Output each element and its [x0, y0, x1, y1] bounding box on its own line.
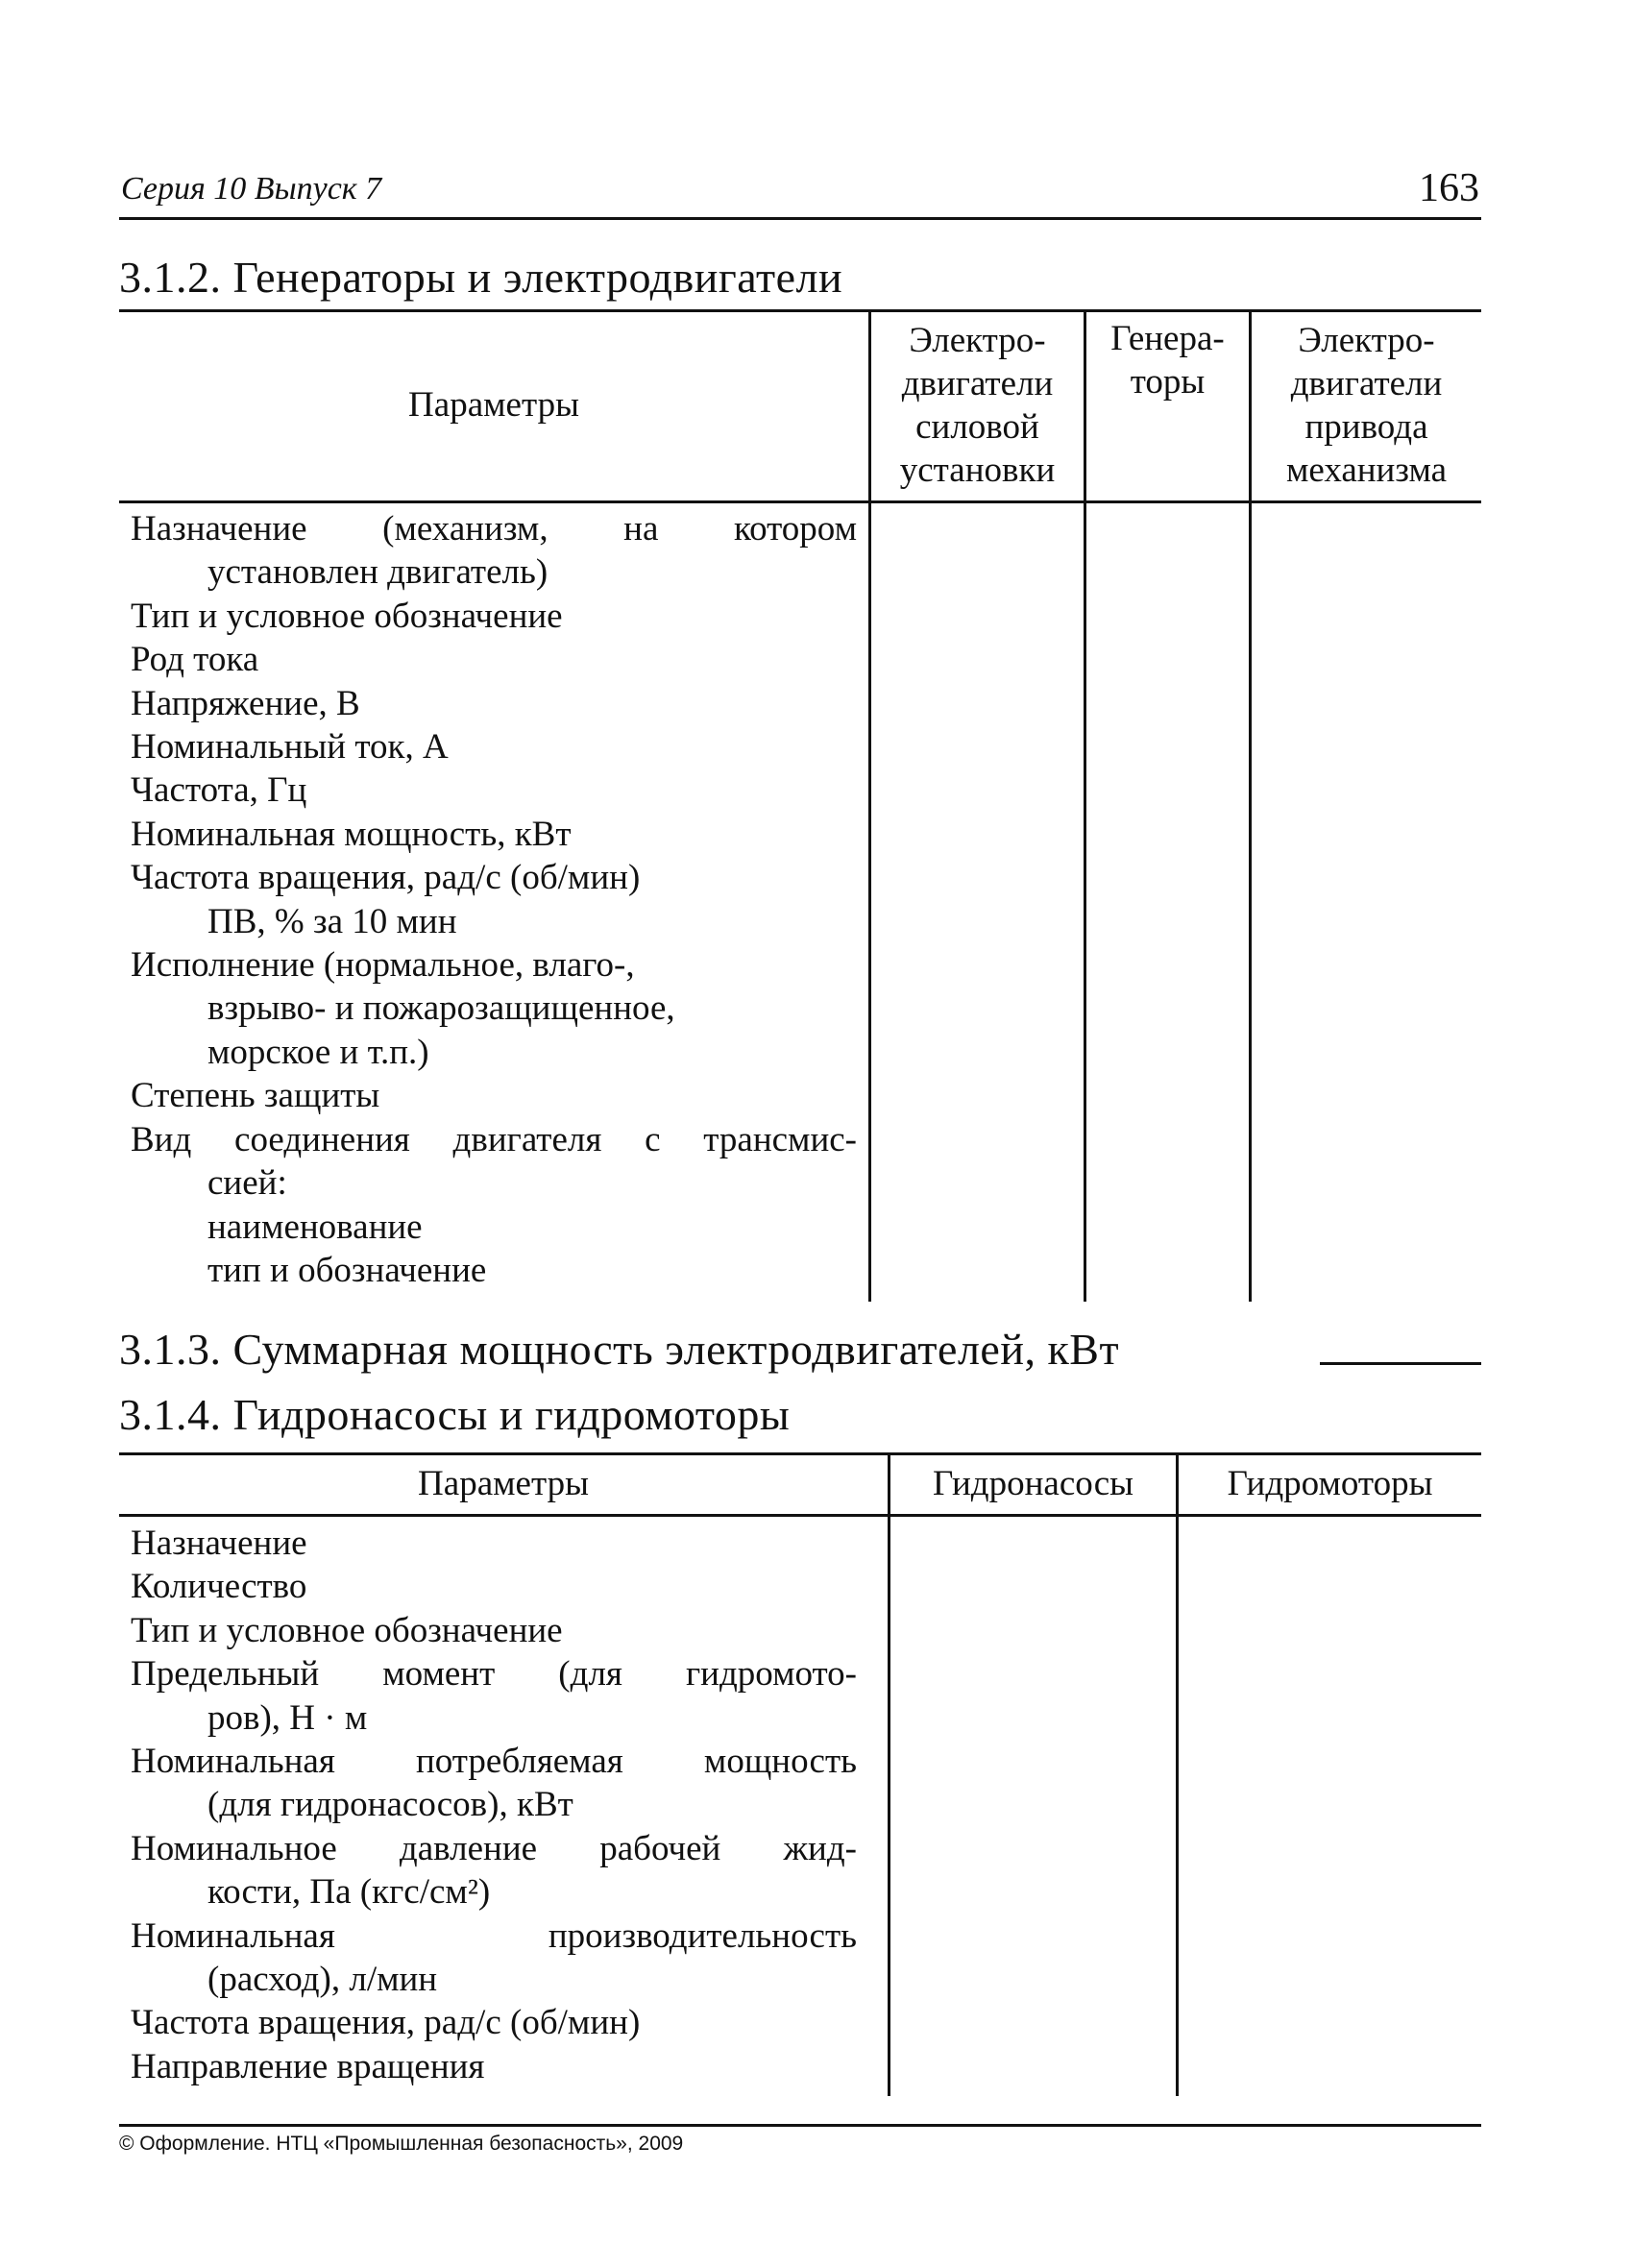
table-row: Тип и условное обозначение — [131, 1610, 563, 1650]
table-row: Исполнение (нормальное, влаго-, — [131, 945, 635, 986]
table-row: (для гидронасосов), кВт — [207, 1785, 573, 1825]
table-row: Назначение — [131, 1524, 307, 1563]
page-number: 163 — [1419, 166, 1479, 210]
table-row: Назначение (механизм, на котором — [131, 509, 857, 549]
table-row: Номинальная потребляемая мощность — [131, 1742, 857, 1782]
table-row: Количество — [131, 1567, 307, 1607]
header-generators: Генера- торы — [1110, 319, 1225, 402]
copyright-text: © Оформление. НТЦ «Промышленная безопасность», 2009 — [119, 2133, 684, 2155]
table-row: Предельный момент (для гидромото- — [131, 1654, 857, 1695]
parameter-list — [131, 1522, 857, 2088]
copyright-footer — [119, 2124, 1481, 2156]
table-row: Номинальный ток, А — [131, 727, 449, 768]
header-parameters: Параметры — [418, 1463, 589, 1503]
section-heading-3-1-4: 3.1.4. Гидронасосы и гидромоторы — [119, 1390, 791, 1439]
table-row: ров), Н · м — [207, 1697, 368, 1738]
table-row: сией: — [207, 1163, 287, 1204]
series-label: Серия 10 Выпуск 7 — [121, 171, 382, 207]
parameter-list — [131, 507, 857, 1292]
table-row: Номинальная мощность, кВт — [131, 814, 572, 854]
column-divider — [1084, 309, 1086, 1302]
table-row: ПВ, % за 10 мин — [207, 901, 457, 941]
total-power-blank-line — [1320, 1362, 1481, 1365]
table-row: взрыво- и пожарозащищенное, — [207, 988, 675, 1029]
header-mechanism-drive-motors: Электро- двигатели привода механизма — [1285, 320, 1448, 490]
section-heading-3-1-2: 3.1.2. Генераторы и электродвигатели — [119, 253, 843, 302]
table-row: Частота вращения, рад/с (об/мин) — [131, 858, 641, 898]
header-hydraulic-motors: Гидромоторы — [1227, 1463, 1433, 1503]
table-header-rule — [119, 1514, 1481, 1517]
table-row: Напряжение, В — [131, 683, 360, 723]
table-row: Степень защиты — [131, 1076, 380, 1116]
table-row: Вид соединения двигателя с трансмис- — [131, 1119, 857, 1159]
total-power-label: 3.1.3. Суммарная мощность электродвигателей, кВт — [119, 1325, 1120, 1374]
section-heading-3-1-3 — [119, 1324, 1481, 1375]
hydraulic-pumps-motors-table — [119, 1452, 1481, 2096]
table-row: Частота, Гц — [131, 770, 307, 811]
table-row: кости, Па (кгс/см²) — [207, 1872, 491, 1913]
column-divider — [1176, 1452, 1179, 2096]
generators-motors-table — [119, 309, 1481, 1302]
table-row: тип и обозначение — [207, 1250, 487, 1290]
table-row: морское и т.п.) — [207, 1032, 429, 1072]
table-row: Номинальная производительность — [131, 1915, 857, 1956]
table-row: Род тока — [131, 640, 259, 680]
table-header-rule — [119, 500, 1481, 503]
table-row: (расход), л/мин — [207, 1960, 438, 2000]
table-row: наименование — [207, 1207, 423, 1247]
table-row: установлен двигатель) — [207, 552, 548, 593]
running-head — [119, 163, 1481, 220]
header-parameters: Параметры — [408, 385, 579, 425]
table-row: Номинальное давление рабочей жид- — [131, 1828, 857, 1868]
table-row: Направление вращения — [131, 2046, 485, 2086]
column-divider — [888, 1452, 890, 2096]
table-row: Частота вращения, рад/с (об/мин) — [131, 2003, 641, 2043]
header-power-plant-motors: Электро- двигатели силовой установки — [899, 320, 1056, 490]
table-row: Тип и условное обозначение — [131, 596, 563, 636]
header-hydraulic-pumps: Гидронасосы — [933, 1463, 1133, 1503]
